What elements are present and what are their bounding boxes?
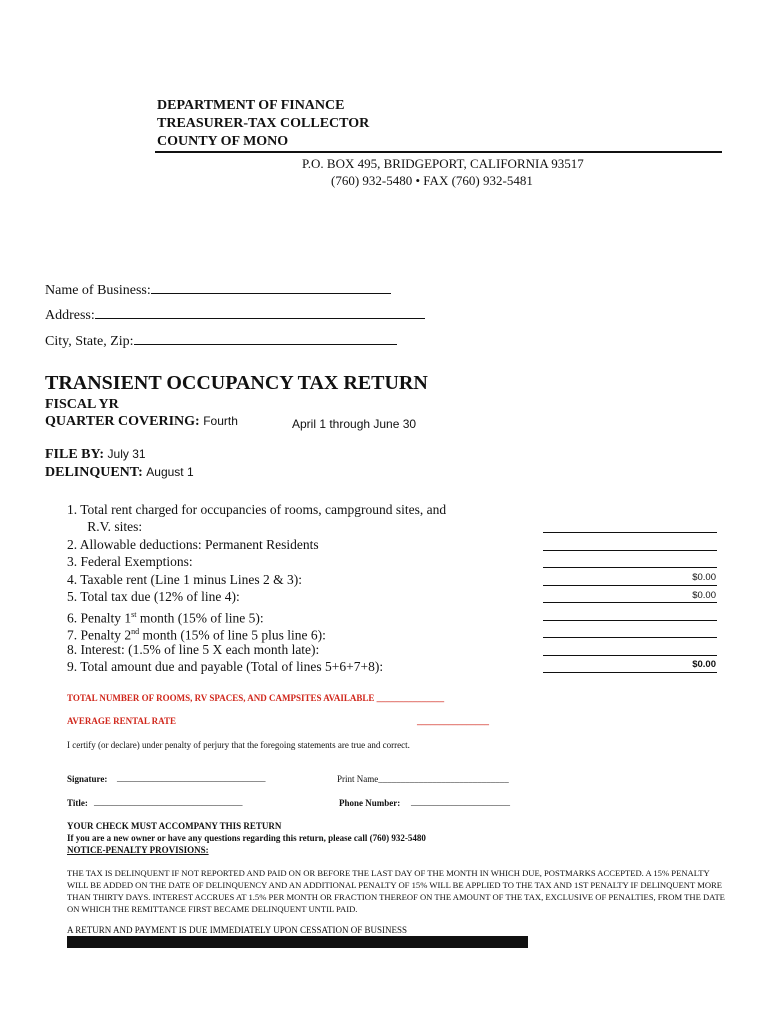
certify-statement: I certify (or declare) under penalty of perjury that the foregoing statements are true and correct. [67,740,410,750]
address-input[interactable] [95,304,425,319]
business-name-label: Name of Business: [45,283,151,298]
phone-input[interactable]: ______________________ [411,797,510,807]
line-5-amount: $0.00 [692,590,716,601]
line-6-input[interactable] [543,620,717,621]
line-item-9: 9. Total amount due and payable (Total of lines 5+6+7+8): [67,659,384,674]
fiscal-year-label: FISCAL YR [45,397,119,412]
title-label: Title: [67,798,88,808]
line-2-input[interactable] [543,550,717,551]
phone-fax: (760) 932-5480 • FAX (760) 932-5481 [331,173,533,188]
line-item-7-sup: nd [131,627,140,636]
line-1-input[interactable] [543,532,717,533]
file-by-label: FILE BY: [45,447,105,462]
file-by-row [45,447,146,463]
print-name-label: Print Name [337,774,379,784]
line-item-1-cont: R.V. sites: [67,519,143,534]
business-name-field[interactable] [45,279,391,299]
line-9-input[interactable] [543,672,717,673]
line-item-6-sup: st [131,610,137,619]
check-notice: YOUR CHECK MUST ACCOMPANY THIS RETURN [67,821,282,831]
delinquent-label: DELINQUENT: [45,465,143,480]
department-title: DEPARTMENT OF FINANCE [157,98,345,113]
form-title: TRANSIENT OCCUPANCY TAX RETURN [45,372,428,394]
line-8-input[interactable] [543,655,717,656]
address-field[interactable] [45,304,425,324]
line-4-input[interactable] [543,585,717,586]
header-rule [155,151,722,153]
line-9-amount: $0.00 [692,659,716,670]
new-owner-notice: If you are a new owner or have any questions regarding this return, please call (760) 932-5480 [67,833,426,843]
penalty-provisions-heading: NOTICE-PENALTY PROVISIONS: [67,845,209,855]
city-state-zip-field[interactable] [45,330,397,350]
delinquent-row [45,465,194,481]
line-item-3: 3. Federal Exemptions: [67,554,193,569]
average-rate-input[interactable]: ________________ [417,716,489,726]
redaction-bar [67,936,528,948]
city-state-zip-input[interactable] [134,330,397,345]
address-label: Address: [45,308,95,323]
file-by-value[interactable]: July 31 [107,447,146,461]
line-item-4: 4. Taxable rent (Line 1 minus Lines 2 & 3): [67,572,303,587]
quarter-range: April 1 through June 30 [292,417,417,431]
line-item-5: 5. Total tax due (12% of line 4): [67,589,240,604]
county-title: COUNTY OF MONO [157,134,289,149]
line-7-input[interactable] [543,637,717,638]
rooms-available-label[interactable]: TOTAL NUMBER OF ROOMS, RV SPACES, AND CAMPSITES AVAILABLE _______________ [67,693,445,703]
quarter-value[interactable]: Fourth [203,414,238,428]
collector-title: TREASURER-TAX COLLECTOR [157,116,370,131]
print-name-field[interactable] [337,774,509,784]
signature-input[interactable]: _________________________________ [117,773,266,783]
line-item-7-suffix: month (15% of line 5 plus line 6): [139,627,326,643]
line-item-1: 1. Total rent charged for occupancies of rooms, campground sites, and [67,502,447,517]
quarter-covering-row [45,414,238,430]
title-input[interactable]: _________________________________ [94,797,243,807]
delinquent-value[interactable]: August 1 [146,465,194,479]
average-rate-label: AVERAGE RENTAL RATE [67,716,177,726]
penalty-text: THE TAX IS DELINQUENT IF NOT REPORTED AND PAID ON OR BEFORE THE LAST DAY OF THE MONTH IN WHICH DUE, POSTMARKS ACCEPTED. A 15% PENALTY WILL BE ADDED ON THE DATE OF DELINQUENCY AND AN ADDITIONAL PENALTY OF 15% WILL BE APPLIED TO THE TAX AND 1ST PENALTY IF DELINQUENT MORE THAN THIRTY DAYS. INTEREST ACCRUES AT 1.5% PER MONTH OR FRACTION THEREOF ON THE AMOUNT OF THE TAX, EXCLUSIVE OF PENALTIES, FROM THE DATE ON WHICH THE REMITTANCE FIRST BECAME DELINQUENT UNTIL PAID. [67,868,725,914]
line-item-6-suffix: month (15% of line 5): [136,610,264,626]
mailing-address: P.O. BOX 495, BRIDGEPORT, CALIFORNIA 93517 [302,156,584,171]
quarter-covering-label: QUARTER COVERING: [45,414,200,429]
signature-label: Signature: [67,774,108,784]
city-state-zip-label: City, State, Zip: [45,334,134,349]
line-item-6-prefix: 6. Penalty 1 [67,610,132,626]
line-item-2: 2. Allowable deductions: Permanent Residents [67,537,319,552]
cessation-notice: A RETURN AND PAYMENT IS DUE IMMEDIATELY UPON CESSATION OF BUSINESS [67,925,407,935]
line-item-8: 8. Interest: (1.5% of line 5 X each month late): [67,642,320,657]
line-5-input[interactable] [543,602,717,603]
business-name-input[interactable] [151,279,391,294]
phone-label: Phone Number: [339,798,401,808]
line-4-amount: $0.00 [692,572,716,583]
line-item-7-prefix: 7. Penalty 2 [67,627,132,643]
line-3-input[interactable] [543,567,717,568]
print-name-input[interactable]: _____________________________ [378,774,509,784]
